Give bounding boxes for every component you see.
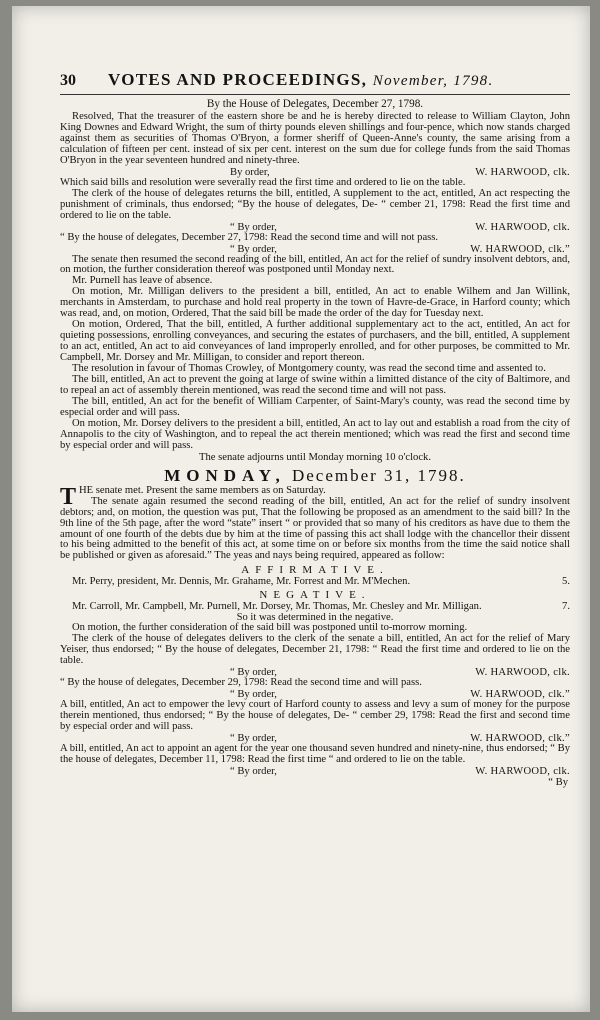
affirmative-count: 5. xyxy=(562,576,570,588)
section-heading: By the House of Delegates, December 27, 1798. xyxy=(206,98,424,110)
sig-name: W. HARWOOD, clk. xyxy=(475,765,570,777)
catchword: “ By xyxy=(548,776,568,788)
affirmative-names: Mr. Perry, president, Mr. Dennis, Mr. Grahame, Mr. Forrest and Mr. M'Mechen. xyxy=(72,576,411,588)
paragraph: Which said bills and resolution were severally read the first time and ordered to lie on the table. xyxy=(60,176,466,188)
adjournment-line: The senate adjourns until Monday morning 10 o'clock. xyxy=(199,451,431,463)
paragraph: The senate then resumed the second reading of the bill, entitled, An act for the relief of sundry insolvent debtors, and, on motion, the further consideration thereof was postponed until Monday next. xyxy=(60,253,570,276)
page-number: 30 xyxy=(60,72,76,89)
paragraph: On motion, Ordered, That the bill, entitled, A further additional supplementary act to the act, entitled, An act for quieting possessions, enrolling conveyances, and securing the estates of purchasers, and the bill, entitled, A supplement to an act, entitled, An act to aid conveyances of land improperly enrolled, and for other purposes, be committed to Mr. Campbell, Mr. Dorsey and Mr. Milligan, to consider and report thereon. xyxy=(60,319,570,364)
determination-line: So it was determined in the negative. xyxy=(236,612,394,624)
day-name: MONDAY, xyxy=(164,465,286,485)
paragraph-text: HE senate met. Present the same members as on Saturday. xyxy=(79,484,326,496)
header-title xyxy=(108,70,494,90)
sig-label: By order, xyxy=(230,166,270,178)
negative-names: Mr. Carroll, Mr. Campbell, Mr. Purnell, Mr. Dorsey, Mr. Thomas, Mr. Chesley and Mr. Milligan. xyxy=(72,601,482,613)
negative-heading: NEGATIVE. xyxy=(259,589,371,602)
paragraph: On motion, the further consideration of the said bill was postponed until to-morrow morning. xyxy=(72,622,468,634)
day-date: December 31, 1798. xyxy=(291,465,466,485)
affirmative-row xyxy=(60,576,570,587)
sig-name: W. HARWOOD, clk.” xyxy=(470,732,570,744)
paragraph: The clerk of the house of delegates delivers to the clerk of the senate a bill, entitled, An act for the relief of Mary Yeiser, thus endorsed; “ By the house of delegates, December 21, 1798: “ Read the first time and ordered to lie on the table. xyxy=(60,633,570,667)
sig-label: “ By order, xyxy=(230,689,277,701)
sig-name: W. HARWOOD, clk.” xyxy=(470,689,570,701)
signature-2 xyxy=(60,222,570,233)
page-content xyxy=(60,68,570,788)
affirmative-heading: AFFIRMATIVE. xyxy=(241,564,389,577)
paragraph-senate-met xyxy=(60,483,570,510)
paragraph-resolution: Resolved, That the treasurer of the eastern shore be and he is hereby directed to release to William Clayton, John King Downes and Edward Wright, the sum of thirty pounds eleven shillings and four-pence, which now stands charged against them as securities of Thomas O'Bryon, a former sheriff of Queen-Anne's county, the same arising from a calculation of fifteen per cent. instead of six per cent. interest on the sum due for college funds from the said Thomas O'Bryon in the year seventeen hundred and ninety-three. xyxy=(60,111,570,166)
sig-name: W. HARWOOD, clk.” xyxy=(470,243,570,255)
paragraph: A bill, entitled, An act to empower the levy court of Harford county to assess and levy a sum of money for the purpose therein mentioned, thus endorsed; “ By the house of delegates, De- “ cember 29, 1798: Read the first and second time by especial order and will pass. xyxy=(60,699,570,733)
paragraph: On motion, Mr. Dorsey delivers to the president a bill, entitled, An act to lay out and establish a road from the city of Annapolis to the city of Washington, and to repeal the act therein mentioned; which was read the first and second time by especial order and will pass. xyxy=(60,417,570,451)
day-heading xyxy=(60,466,570,486)
signature-7 xyxy=(60,766,570,777)
header-title-date: November, 1798. xyxy=(372,73,494,89)
sig-name: W. HARWOOD, clk. xyxy=(475,221,570,233)
sig-name: W. HARWOOD, clk. xyxy=(475,667,570,679)
negative-row xyxy=(60,601,570,612)
sig-name: W. HARWOOD, clk. xyxy=(475,166,570,178)
paragraph: The clerk of the house of delegates returns the bill, entitled, A supplement to the act, entitled, An act respecting the punishment of criminals, thus endorsed; “By the house of delegates, De- “ cember 21, 1798: Read the first time and ordered to lie on the table. xyxy=(60,187,570,221)
sig-label: “ By order, xyxy=(230,765,277,777)
sig-label: “ By order, xyxy=(230,732,277,744)
paragraph: “ By the house of delegates, December 27, 1798: Read the second time and will not pass. xyxy=(60,231,439,243)
paragraph: A bill, entitled, An act to appoint an agent for the year one thousand seven hundred and ninety-nine, thus endorsed; “ By the house of delegates, December 11, 1798: Read the first time “ and ordered to lie on the table. xyxy=(60,742,570,765)
running-head xyxy=(60,68,570,94)
paragraph: The bill, entitled, An act to prevent the going at large of swine within a limitted distance of the city of Baltimore, and to repeal an act of assembly therein mentioned, was read the second time and will not pass. xyxy=(60,374,570,396)
negative-count: 7. xyxy=(562,601,570,613)
paragraph: Mr. Purnell has leave of absence. xyxy=(72,275,213,287)
paragraph: “ By the house of delegates, December 29, 1798: Read the second time and will pass. xyxy=(60,677,422,689)
paragraph-amendment: The senate again resumed the second reading of the bill, entitled, An act for the relief of sundry insolvent debtors; and, on motion, the question was put, That the following be proposed as an amendment to the said bill? In the 9th line of the 5th page, after the word “state” insert “ or provided that so many of his creditors as have due to them the amount of one fourth of the debts due by him at the time of passing this act shall lodge with the chancellor their dissent to his being admitted to the benefit of this act, at some time on or before six months from the time the said notice shall be published or given as aforesaid.” The yeas and nays being required, appeared as follow: xyxy=(60,495,570,562)
paragraph: The resolution in favour of Thomas Crowley, of Montgomery county, was read the second time and assented to. xyxy=(72,363,546,375)
sig-label: “ By order, xyxy=(230,667,277,679)
signature-3 xyxy=(60,244,570,255)
header-rule xyxy=(60,94,570,95)
paragraph: The bill, entitled, An act for the benefit of William Carpenter, of Saint-Mary's county, was read the second time by especial order and will pass. xyxy=(60,395,570,418)
drop-cap: T xyxy=(60,483,77,510)
sig-label: “ By order, xyxy=(230,221,277,233)
paragraph: On motion, Mr. Milligan delivers to the president a bill, entitled, An act to enable Wilhem and Jan Willink, merchants in Amsterdam, to purchase and hold real property in the town of Havre-de-Grace, in Harford county; which was read, and, on motion, Ordered, That the said bill be made the order of the day for Tuesday next. xyxy=(60,286,570,320)
header-title-main: VOTES AND PROCEEDINGS, xyxy=(108,70,368,89)
page-sheet xyxy=(12,6,590,1012)
sig-label: “ By order, xyxy=(230,243,277,255)
